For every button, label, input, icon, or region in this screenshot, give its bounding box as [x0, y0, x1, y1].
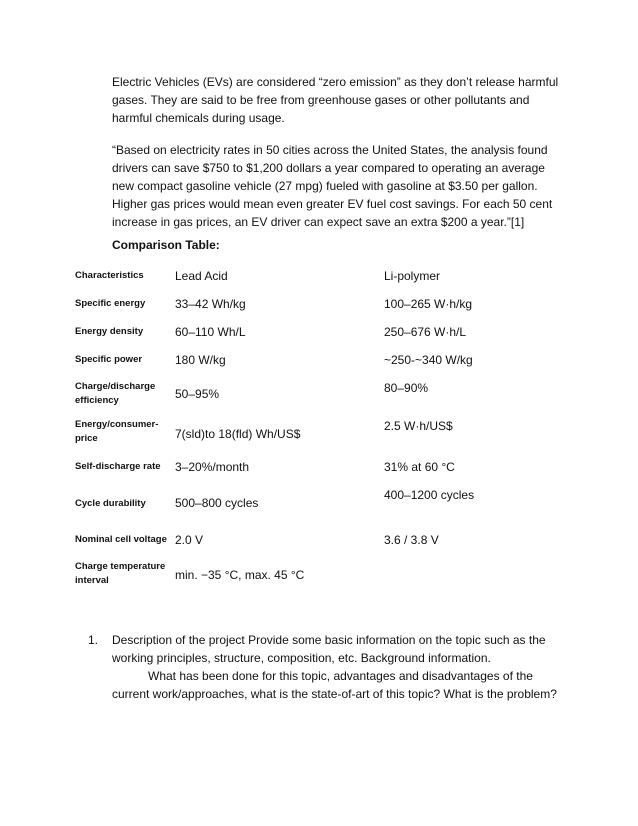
list-item-continuation: What has been done for this topic, advantages and disadvantages of the current work/approaches, what is the state-of-art of this topic? What is the problem? — [112, 669, 557, 701]
lead-acid-value: 180 W/kg — [175, 353, 226, 367]
li-polymer-value: 400–1200 cycles — [384, 488, 475, 502]
row-label: Cycle durability — [75, 498, 146, 509]
lead-acid-value: 500–800 cycles — [175, 496, 259, 510]
header-li-polymer: Li-polymer — [384, 269, 441, 283]
row-label: Energy/consumer-price — [75, 419, 159, 444]
li-polymer-value: 31% at 60 °C — [384, 460, 455, 474]
row-label: Charge temperature interval — [75, 561, 166, 586]
numbered-list — [88, 631, 568, 703]
lead-acid-value: 33–42 Wh/kg — [175, 297, 246, 311]
intro-paragraph-1: Electric Vehicles (EVs) are considered “zero emission” as they don’t release harmful gases. They are said to be free from greenhouse gases or other pollutants and harmful chemicals during usage. — [112, 75, 559, 125]
row-label: Nominal cell voltage — [75, 534, 167, 545]
lead-acid-value: 60–110 Wh/L — [175, 325, 246, 339]
row-label: Charge/discharge efficiency — [75, 381, 156, 406]
list-item — [112, 631, 568, 703]
row-label: Specific power — [75, 354, 143, 365]
li-polymer-value: ~250-~340 W/kg — [384, 353, 473, 367]
list-number: 1. — [88, 633, 99, 647]
li-polymer-value: 250–676 W·h/L — [384, 325, 467, 339]
row-label: Self-discharge rate — [75, 461, 161, 472]
lead-acid-value: 50–95% — [175, 387, 220, 401]
table-title: Comparison Table: — [112, 238, 220, 252]
header-characteristics: Characteristics — [75, 270, 144, 281]
lead-acid-value: 3–20%/month — [175, 460, 250, 474]
lead-acid-value: min. −35 °C, max. 45 °C — [175, 568, 305, 582]
header-lead-acid: Lead Acid — [175, 269, 228, 283]
lead-acid-value: 7(sld)to 18(fld) Wh/US$ — [175, 427, 301, 441]
li-polymer-value: 80–90% — [384, 381, 429, 395]
li-polymer-value: 3.6 / 3.8 V — [384, 533, 439, 547]
list-item-text: Description of the project Provide some basic information on the topic such as the working principles, structure, composition, etc. Background information. — [112, 633, 546, 665]
row-label: Energy density — [75, 326, 144, 337]
li-polymer-value: 100–265 W·h/kg — [384, 297, 473, 311]
lead-acid-value: 2.0 V — [175, 533, 204, 547]
intro-paragraph-2: “Based on electricity rates in 50 cities across the United States, the analysis found drivers can save $750 to $1,200 dollars a year compared to operating an average new compact gasoline vehicle (27 mpg) fueled with gasoline at $3.50 per gallon. Higher gas prices would mean even greater EV fuel cost savings. For each 50 cent increase in gas prices, an EV driver can expect save an extra $200 a year.”[1] — [112, 143, 553, 229]
row-label: Specific energy — [75, 298, 146, 309]
li-polymer-value: 2.5 W·h/US$ — [384, 419, 453, 433]
